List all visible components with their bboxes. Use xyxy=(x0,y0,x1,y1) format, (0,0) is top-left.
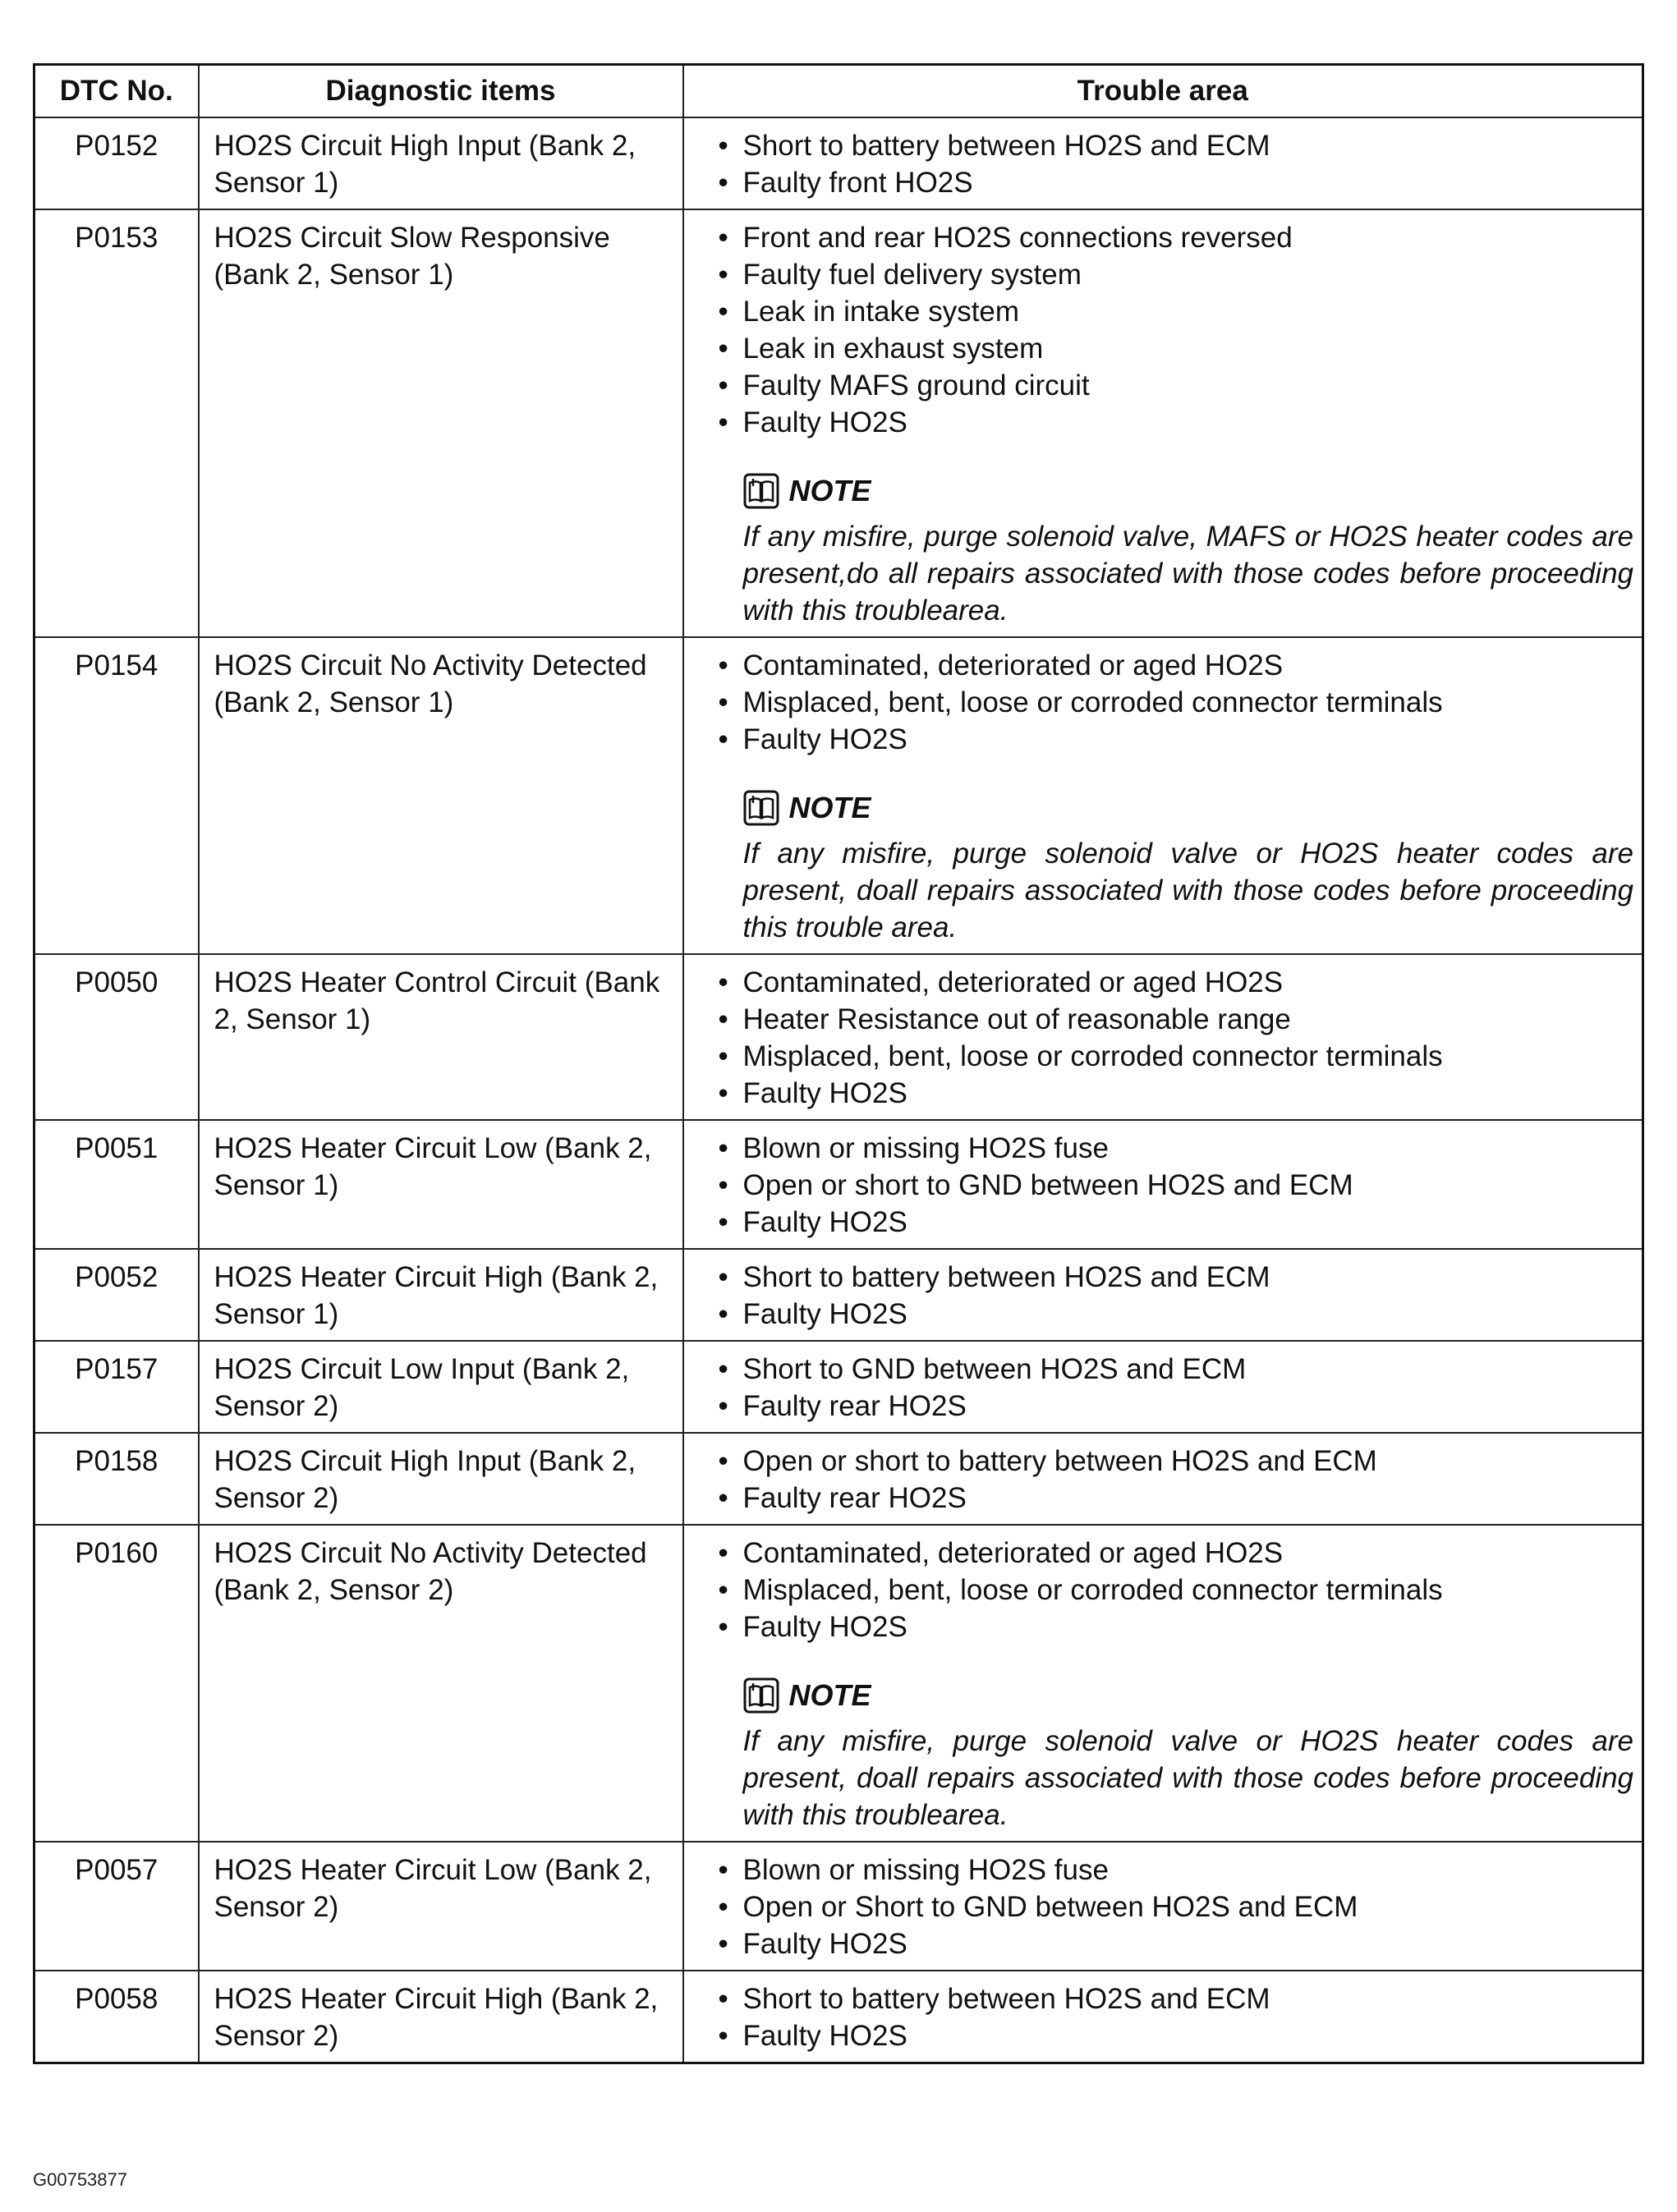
table-row xyxy=(34,1433,1643,1525)
list-item: • Faulty HO2S xyxy=(719,721,1634,758)
list-item: • Faulty front HO2S xyxy=(719,164,1634,201)
list-item: • Misplaced, bent, loose or corroded connector terminals xyxy=(719,1572,1634,1609)
list-item: • Leak in exhaust system xyxy=(719,330,1634,367)
table-row xyxy=(34,209,1643,637)
trouble-area-list xyxy=(719,1535,1634,1645)
trouble-area-cell xyxy=(683,1971,1643,2063)
table-header-row xyxy=(34,65,1643,117)
list-item: • Short to battery between HO2S and ECM xyxy=(719,127,1634,164)
list-item: • Open or short to battery between HO2S and ECM xyxy=(719,1443,1634,1480)
diagnostic-item-cell: HO2S Circuit No Activity Detected (Bank 2, Sensor 1) xyxy=(199,637,683,954)
note-block xyxy=(719,787,1634,946)
list-item: • Faulty fuel delivery system xyxy=(719,256,1634,293)
trouble-area-list xyxy=(719,1351,1634,1425)
note-block xyxy=(719,470,1634,629)
trouble-area-list xyxy=(719,964,1634,1112)
dtc-code-cell: P0057 xyxy=(34,1842,199,1971)
trouble-area-cell xyxy=(683,1341,1643,1433)
diagnostic-item-cell: HO2S Circuit High Input (Bank 2, Sensor 1) xyxy=(199,117,683,209)
dtc-table xyxy=(33,63,1644,2064)
list-item: • Open or short to GND between HO2S and ECM xyxy=(719,1167,1634,1204)
diagnostic-item-cell: HO2S Circuit No Activity Detected (Bank 2, Sensor 2) xyxy=(199,1525,683,1842)
dtc-code-cell: P0153 xyxy=(34,209,199,637)
list-item: • Faulty rear HO2S xyxy=(719,1388,1634,1425)
list-item: • Faulty HO2S xyxy=(719,1925,1634,1962)
note-label: NOTE xyxy=(788,1678,871,1712)
trouble-area-cell xyxy=(683,1433,1643,1525)
header-diagnostic-items: Diagnostic items xyxy=(199,65,683,117)
table-row xyxy=(34,1249,1643,1341)
list-item: • Heater Resistance out of reasonable range xyxy=(719,1001,1634,1038)
list-item: • Short to battery between HO2S and ECM xyxy=(719,1980,1634,2017)
dtc-code-cell: P0058 xyxy=(34,1971,199,2063)
trouble-area-list xyxy=(719,1130,1634,1241)
figure-id-caption: G00753877 xyxy=(33,2169,127,2190)
list-item: • Short to battery between HO2S and ECM xyxy=(719,1259,1634,1296)
diagnostic-item-cell: HO2S Heater Circuit High (Bank 2, Sensor 2) xyxy=(199,1971,683,2063)
note-heading xyxy=(743,787,1634,828)
trouble-area-list xyxy=(719,1852,1634,1962)
note-text: If any misfire, purge solenoid valve, MAFS or HO2S heater codes are present,do all repairs associated with those codes before proceeding with this troublearea. xyxy=(742,520,1633,626)
dtc-code-cell: P0154 xyxy=(34,637,199,954)
dtc-code-cell: P0160 xyxy=(34,1525,199,1842)
table-row xyxy=(34,954,1643,1120)
diagnostic-item-cell: HO2S Heater Circuit Low (Bank 2, Sensor 2) xyxy=(199,1842,683,1971)
trouble-area-list xyxy=(719,127,1634,201)
list-item: • Blown or missing HO2S fuse xyxy=(719,1130,1634,1167)
table-row xyxy=(34,1525,1643,1842)
book-icon xyxy=(743,1677,779,1714)
note-text: If any misfire, purge solenoid valve or HO2S heater codes are present, doall repairs associated with those codes before proceeding with this troublearea. xyxy=(742,1724,1633,1831)
trouble-area-list xyxy=(719,1259,1634,1333)
diagnostic-item-cell: HO2S Heater Circuit Low (Bank 2, Sensor 1) xyxy=(199,1120,683,1249)
trouble-area-cell xyxy=(683,1249,1643,1341)
header-dtc-no: DTC No. xyxy=(34,65,199,117)
dtc-code-cell: P0158 xyxy=(34,1433,199,1525)
diagnostic-item-cell: HO2S Circuit High Input (Bank 2, Sensor 2) xyxy=(199,1433,683,1525)
list-item: • Contaminated, deteriorated or aged HO2S xyxy=(719,1535,1634,1572)
diagnostic-item-cell: HO2S Circuit Low Input (Bank 2, Sensor 2) xyxy=(199,1341,683,1433)
note-label: NOTE xyxy=(788,474,871,507)
table-body xyxy=(34,117,1643,2063)
note-block xyxy=(719,1675,1634,1833)
dtc-code-cell: P0152 xyxy=(34,117,199,209)
diagnostic-item-cell: HO2S Heater Control Circuit (Bank 2, Sensor 1) xyxy=(199,954,683,1120)
trouble-area-cell xyxy=(683,209,1643,637)
dtc-code-cell: P0157 xyxy=(34,1341,199,1433)
dtc-code-cell: P0051 xyxy=(34,1120,199,1249)
list-item: • Faulty HO2S xyxy=(719,404,1634,441)
list-item: • Front and rear HO2S connections reversed xyxy=(719,219,1634,256)
trouble-area-cell xyxy=(683,637,1643,954)
diagnostic-item-cell: HO2S Heater Circuit High (Bank 2, Sensor 1) xyxy=(199,1249,683,1341)
note-heading xyxy=(743,470,1634,512)
trouble-area-cell xyxy=(683,1842,1643,1971)
list-item: • Leak in intake system xyxy=(719,293,1634,330)
note-label: NOTE xyxy=(788,791,871,824)
trouble-area-list xyxy=(719,1980,1634,2054)
list-item: • Contaminated, deteriorated or aged HO2S xyxy=(719,647,1634,684)
trouble-area-cell xyxy=(683,1525,1643,1842)
diagnostic-item-cell: HO2S Circuit Slow Responsive (Bank 2, Sensor 1) xyxy=(199,209,683,637)
list-item: • Faulty HO2S xyxy=(719,1075,1634,1112)
list-item: • Faulty MAFS ground circuit xyxy=(719,367,1634,404)
trouble-area-list xyxy=(719,219,1634,441)
table-row xyxy=(34,1971,1643,2063)
book-icon xyxy=(743,473,779,509)
list-item: • Short to GND between HO2S and ECM xyxy=(719,1351,1634,1388)
dtc-code-cell: P0050 xyxy=(34,954,199,1120)
list-item: • Faulty HO2S xyxy=(719,1296,1634,1333)
list-item: • Misplaced, bent, loose or corroded connector terminals xyxy=(719,684,1634,721)
trouble-area-cell xyxy=(683,954,1643,1120)
list-item: • Open or Short to GND between HO2S and ECM xyxy=(719,1888,1634,1925)
trouble-area-list xyxy=(719,1443,1634,1517)
table-row xyxy=(34,1341,1643,1433)
dtc-code-cell: P0052 xyxy=(34,1249,199,1341)
trouble-area-cell xyxy=(683,117,1643,209)
book-icon xyxy=(743,790,779,826)
list-item: • Faulty HO2S xyxy=(719,1204,1634,1241)
list-item: • Contaminated, deteriorated or aged HO2S xyxy=(719,964,1634,1001)
table-row xyxy=(34,637,1643,954)
note-heading xyxy=(743,1675,1634,1716)
list-item: • Faulty HO2S xyxy=(719,2017,1634,2054)
list-item: • Misplaced, bent, loose or corroded connector terminals xyxy=(719,1038,1634,1075)
table-row xyxy=(34,117,1643,209)
trouble-area-list xyxy=(719,647,1634,758)
list-item: • Blown or missing HO2S fuse xyxy=(719,1852,1634,1888)
list-item: • Faulty rear HO2S xyxy=(719,1480,1634,1517)
table-row xyxy=(34,1120,1643,1249)
list-item: • Faulty HO2S xyxy=(719,1609,1634,1645)
trouble-area-cell xyxy=(683,1120,1643,1249)
header-trouble-area: Trouble area xyxy=(683,65,1643,117)
note-text: If any misfire, purge solenoid valve or HO2S heater codes are present, doall repairs associated with those codes before proceeding this trouble area. xyxy=(742,837,1633,943)
table-row xyxy=(34,1842,1643,1971)
